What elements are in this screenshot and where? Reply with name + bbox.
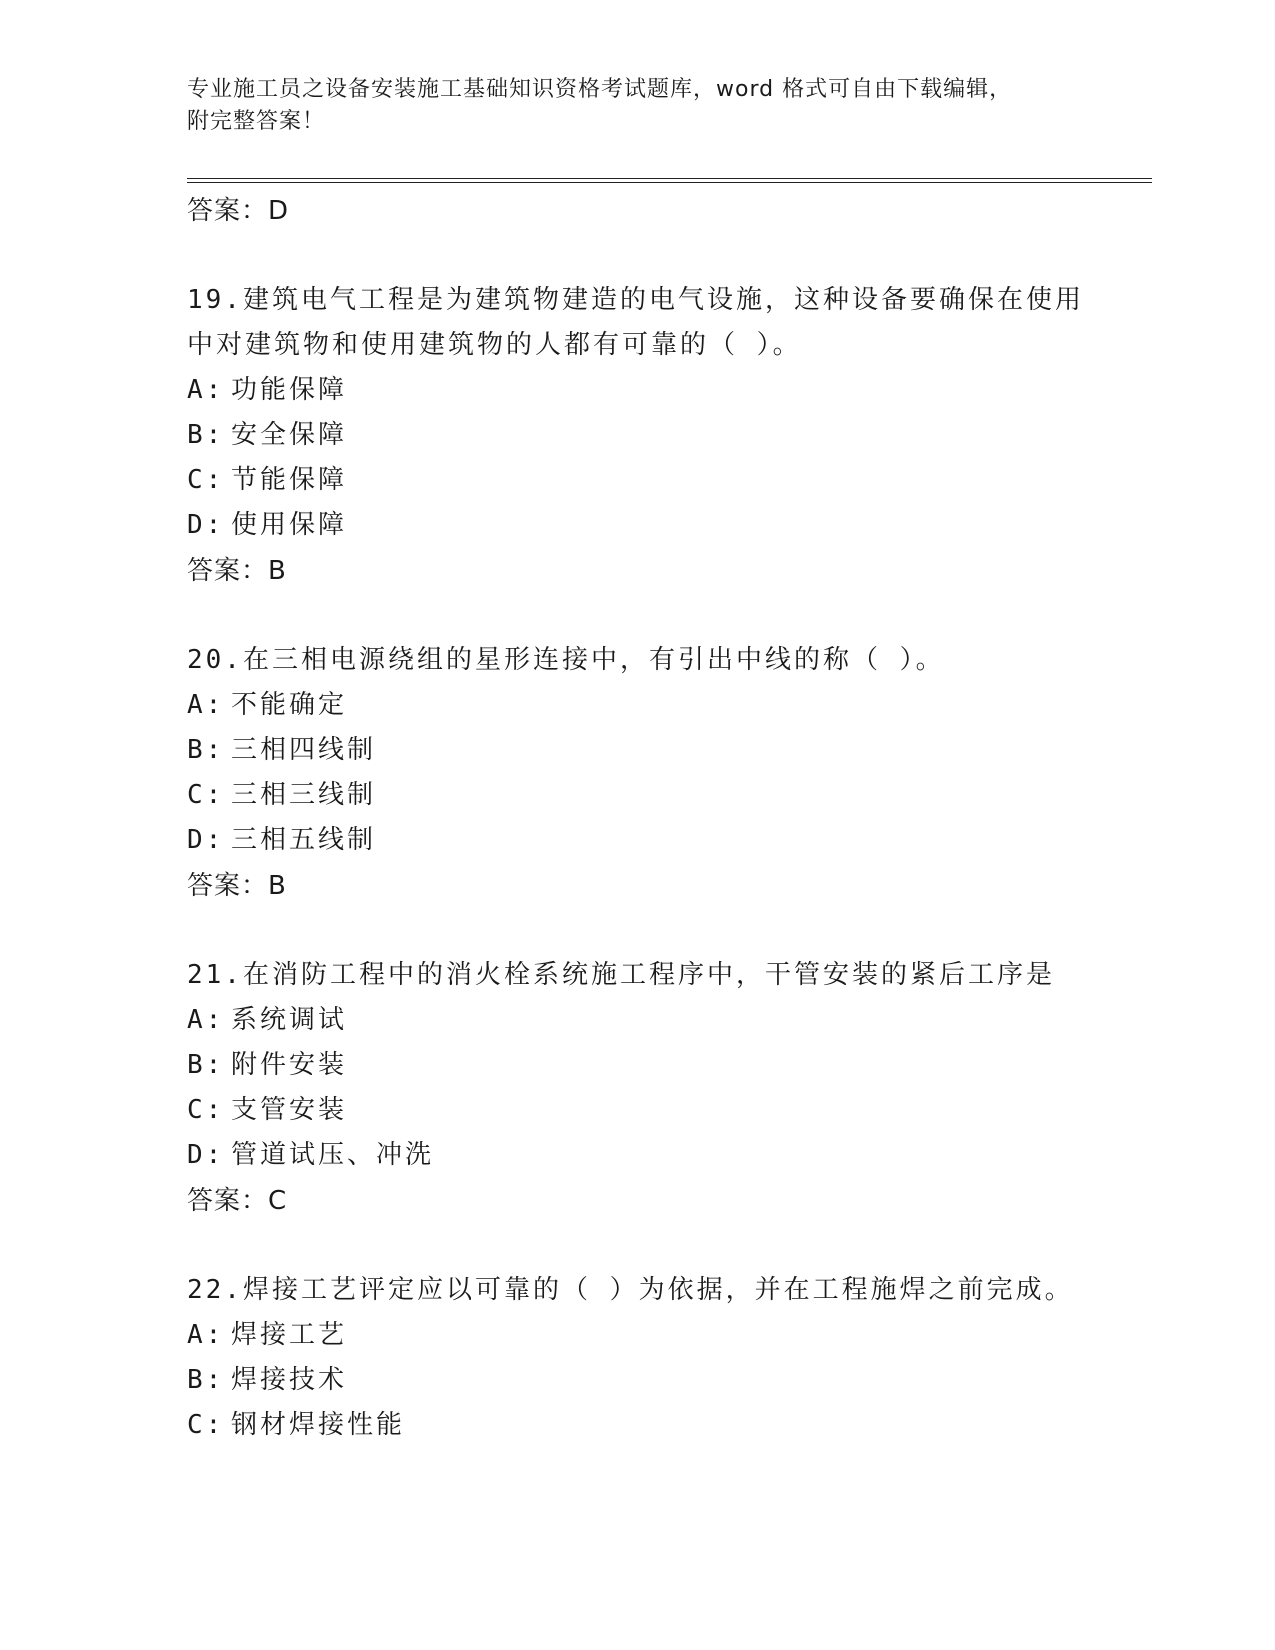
option-d xyxy=(187,818,1137,863)
question-text-continued: 中对建筑物和使用建筑物的人都有可靠的（ ）。 xyxy=(187,330,802,360)
option-text: 支管安装 xyxy=(231,1095,348,1125)
option-a xyxy=(187,998,1137,1043)
option-text: 三相五线制 xyxy=(231,825,377,855)
question-text: 20.在三相电源绕组的星形连接中，有引出中线的称（ ）。 xyxy=(187,645,945,675)
option-key: B: xyxy=(187,420,225,450)
option-b xyxy=(187,413,1137,458)
option-text: 附件安装 xyxy=(231,1050,348,1080)
option-c xyxy=(187,1403,1137,1448)
option-key: A: xyxy=(187,1320,225,1350)
option-a xyxy=(187,683,1137,728)
option-text: 三相四线制 xyxy=(231,735,377,765)
option-text: 管道试压、冲洗 xyxy=(231,1140,435,1170)
option-a xyxy=(187,368,1137,413)
option-d xyxy=(187,1133,1137,1178)
option-key: D: xyxy=(187,510,225,540)
answer: 答案：B xyxy=(187,871,287,901)
header-line-2: 附完整答案！ xyxy=(187,109,326,134)
option-text: 焊接工艺 xyxy=(231,1320,348,1350)
option-key: C: xyxy=(187,780,225,810)
option-key: A: xyxy=(187,690,225,720)
option-b xyxy=(187,1358,1137,1403)
answer: 答案：C xyxy=(187,1186,288,1216)
option-c xyxy=(187,458,1137,503)
question-21 xyxy=(187,953,1137,1224)
question-text: 21.在消防工程中的消火栓系统施工程序中，干管安装的紧后工序是 xyxy=(187,960,1055,990)
option-text: 三相三线制 xyxy=(231,780,377,810)
option-d xyxy=(187,503,1137,548)
question-text: 22.焊接工艺评定应以可靠的（ ）为依据，并在工程施焊之前完成。 xyxy=(187,1275,1074,1305)
question-22 xyxy=(187,1268,1137,1448)
option-b xyxy=(187,1043,1137,1088)
answer: 答案：B xyxy=(187,556,287,586)
header-divider-secondary xyxy=(187,182,1152,183)
option-key: B: xyxy=(187,735,225,765)
header-line-1: 专业施工员之设备安装施工基础知识资格考试题库，word 格式可自由下载编辑， xyxy=(187,77,1013,102)
document-header xyxy=(187,74,1087,138)
option-text: 钢材焊接性能 xyxy=(231,1410,406,1440)
question-20 xyxy=(187,638,1137,909)
question-list xyxy=(187,188,1137,1448)
option-c xyxy=(187,1088,1137,1133)
option-key: B: xyxy=(187,1365,225,1395)
option-key: D: xyxy=(187,825,225,855)
option-b xyxy=(187,728,1137,773)
option-key: A: xyxy=(187,375,225,405)
option-c xyxy=(187,773,1137,818)
option-key: C: xyxy=(187,465,225,495)
option-key: A: xyxy=(187,1005,225,1035)
option-text: 焊接技术 xyxy=(231,1365,348,1395)
option-key: B: xyxy=(187,1050,225,1080)
previous-answer: 答案：D xyxy=(187,196,290,226)
option-text: 安全保障 xyxy=(231,420,348,450)
option-text: 节能保障 xyxy=(231,465,348,495)
option-key: C: xyxy=(187,1410,225,1440)
option-a xyxy=(187,1313,1137,1358)
option-key: C: xyxy=(187,1095,225,1125)
option-text: 系统调试 xyxy=(231,1005,348,1035)
question-19 xyxy=(187,278,1137,594)
option-text: 使用保障 xyxy=(231,510,348,540)
header-divider xyxy=(187,178,1152,179)
option-text: 功能保障 xyxy=(231,375,348,405)
question-text: 19.建筑电气工程是为建筑物建造的电气设施，这种设备要确保在使用 xyxy=(187,285,1084,315)
option-text: 不能确定 xyxy=(231,690,348,720)
option-key: D: xyxy=(187,1140,225,1170)
